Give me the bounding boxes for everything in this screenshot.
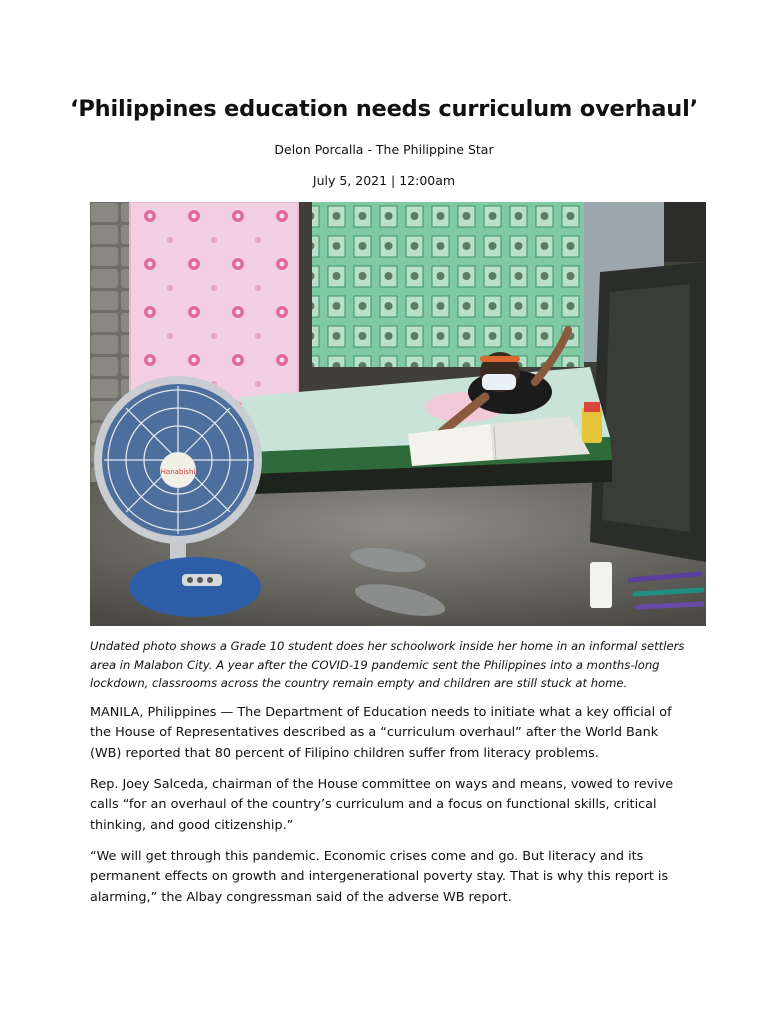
article-paragraph: Rep. Joey Salceda, chairman of the House committee on ways and means, vowed to revive calls “for an overhaul of the country’s curriculum and a focus on functional skills, critical thinking, and good citizenship.” [90, 777, 674, 833]
article-byline: Delon Porcalla - The Philippine Star [274, 142, 494, 157]
article-dateline: July 5, 2021 | 12:00am [312, 173, 456, 188]
photo-caption: Undated photo shows a Grade 10 student does her schoolwork inside her home in an informal settlers area in Malabon City. A year after the COVID-19 pandemic sent the Philippines into a months-long lockdown, classrooms across the country remain empty and children are still stuck at home. [90, 639, 685, 691]
article-photo [90, 202, 706, 626]
fan-brand-logo: Hanabishi [160, 468, 196, 476]
article-title: ‘Philippines education needs curriculum overhaul’ [70, 96, 698, 122]
article-paragraph: “We will get through this pandemic. Economic crises come and go. But literacy and its permanent effects on growth and intergenerational poverty stay. That is why this report is alarming,” the Albay congressman said of the adverse WB report. [90, 849, 669, 905]
article-paragraph: MANILA, Philippines — The Department of Education needs to initiate what a key official of the House of Representatives described as a “curriculum overhaul” after the World Bank (WB) reported that 80 percent of Filipino children suffer from literacy problems. [90, 705, 672, 761]
